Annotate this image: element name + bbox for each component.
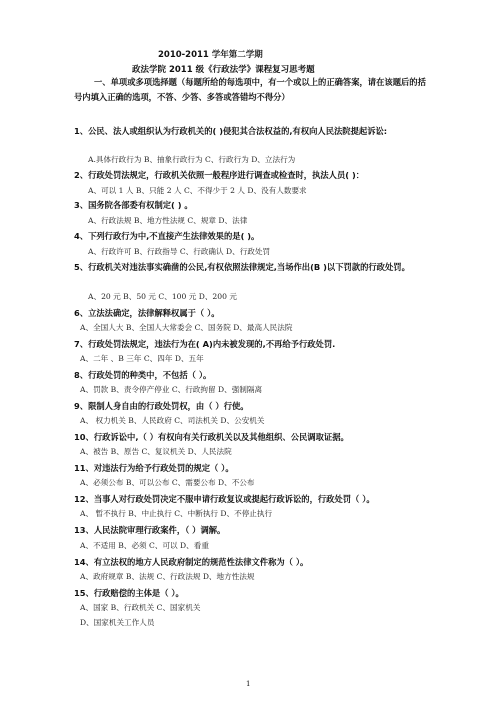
question-stem: 7、行政处罚法规定，违法行为在( A)内未被发现的,不再给予行政处罚. (74, 339, 336, 349)
question-stem: 6、立法法确定，法律解释权属于（ ）。 (74, 308, 220, 318)
question-stem: 12、当事人对行政处罚决定不服申请行政复议或提起行政诉讼的，行政处罚（ ）。 (74, 494, 375, 504)
section-instruction: 一、单项或多项选择题（每题所给的每选项中，有一个或以上的正确答案，请在该题后的括号内填入正确的选项，不答、少答、多答或答错均不得分） (74, 77, 426, 102)
question-options: D、国家机关工作人员 (80, 618, 155, 627)
question-options: A、政府规章 B、法规 C、行政法规 D、地方性法规 (80, 572, 255, 581)
question-stem: 3、国务院各部委有权制定( ) 。 (74, 200, 193, 210)
question-stem: 5、行政机关对违法事实确凿的公民,有权依照法律规定,当场作出(B )以下罚款的行政处罚。 (74, 262, 410, 272)
question-stem: 4、下列行政行为中,不直接产生法律效果的是( )。 (74, 231, 260, 241)
course-title: 政法学院 2011 级《行政法学》课程复习思考题 (132, 65, 315, 75)
question-options: A、被告 B、原告 C、复议机关 D、人民法院 (80, 447, 232, 456)
question-options: A、行政法规 B、地方性法规 C、规章 D、法律 (88, 216, 248, 225)
question-options: A.具体行政行为 B、抽象行政行为 C、行政行为 D、立法行为 (88, 155, 296, 164)
question-options: A、 暂不执行 B、中止执行 C、中断执行 D、不停止执行 (80, 509, 273, 518)
question-options: A、二年 、B 三年 C、四年 D、五年 (80, 354, 204, 363)
question-stem: 10、行政诉讼中,（ ）有权向有关行政机关以及其他组织、公民调取证据。 (74, 432, 349, 442)
question-stem: 13、人民法院审理行政案件，（ ）调解。 (74, 525, 226, 535)
question-options: A、不适用 B、必须 C、可以 D、看重 (80, 541, 209, 550)
question-stem: 9、限制人身自由的行政处罚权，由（ ）行使。 (74, 401, 249, 411)
page-number: 1 (246, 680, 251, 688)
term-header: 2010-2011 学年第二学期 (158, 50, 263, 60)
question-options: A、行政许可 B、行政指导 C、行政确认 D、行政处罚 (88, 247, 271, 256)
question-stem: 8、行政处罚的种类中，不包括（ ）。 (74, 370, 212, 380)
question-options: A、国家 B、行政机关 C、国家机关 (80, 603, 201, 612)
question-options: A、全国人大 B、全国人大常委会 C、国务院 D、最高人民法院 (80, 323, 293, 332)
question-options: A、 权力机关 B、人民政府 C、司法机关 D、公安机关 (80, 416, 265, 425)
question-stem: 1、公民、法人或组织认为行政机关的( )侵犯其合法权益的,有权向人民法院提起诉讼: (74, 126, 388, 136)
question-options: A、罚款 B、责令停产停业 C、行政拘留 D、强制隔离 (80, 385, 263, 394)
question-stem: 2、行政处罚法规定，行政机关依照一般程序进行调查或检查时，执法人员( )： (74, 170, 365, 180)
question-stem: 14、有立法权的地方人民政府制定的规范性法律文件称为（ ）。 (74, 557, 309, 567)
question-options: A、20 元 B、50 元 C、100 元 D、200 元 (88, 292, 237, 301)
question-options: A、必须公布 B、可以公布 C、需要公布 D、不公布 (80, 478, 255, 487)
question-stem: 15、行政赔偿的主体是（ ）。 (74, 588, 184, 598)
question-stem: 11、对违法行为给予行政处罚的规定（ ）。 (74, 463, 234, 473)
question-options: A、可以 1 人 B、只能 2 人 C、不得少于 2 人 D、没有人数要求 (88, 186, 307, 195)
